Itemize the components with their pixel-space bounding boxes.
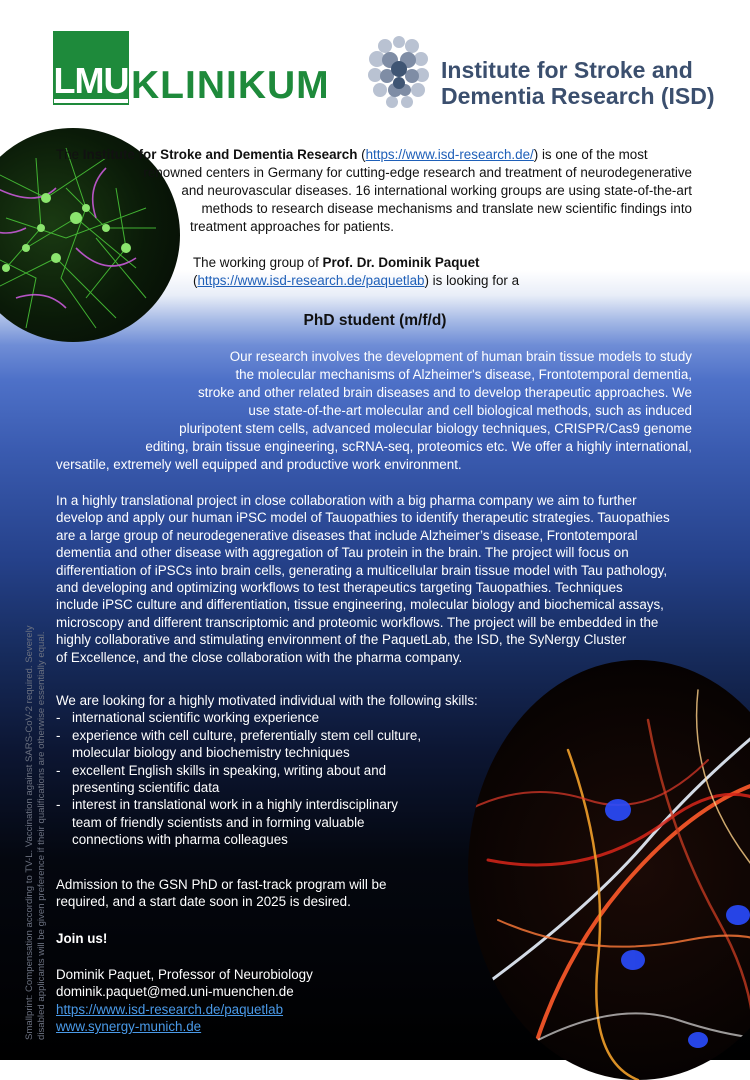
institute-name: Institute for Stroke and Dementia Research [82,147,358,162]
contact-name: Dominik Paquet, Professor of Neurobiology [56,967,313,982]
small-print-line1: Smallprint: Compensation according to TV-L. Vaccination against SARS-CoV-2 required. Severely [24,625,35,1040]
admission-line2: required, and a start date soon in 2025 is desired. [56,894,351,910]
isd-title-line2: Dementia Research (ISD) [441,83,715,109]
admission-line1: Admission to the GSN PhD or fast-track program will be [56,877,387,892]
project-line: of Excellence, and the close collaboration with the pharma company. [56,649,463,665]
intro-line1 [56,146,692,163]
project-line: dementia and other disease with aggregation of Tau protein in the brain. The project will focus on [56,545,629,561]
skill-item: - international scientific working experience [56,709,516,726]
project-line: and developing and optimizing workflows to test therapeutics targeting Tauopathies. Techniques [56,580,623,596]
klinikum-logo-text: KLINIKUM [131,64,330,107]
contact-block [56,966,313,1036]
position-title: PhD student (m/f/d) [303,312,447,329]
group-open-paren: ( [193,273,198,288]
small-print-line2: disabled applicants will be given preference if their qualifications are otherwise essentially equal. [35,631,47,1040]
research-line5: pluripotent stem cells, advanced molecular biology techniques, CRISPR/Cas9 genome [179,421,692,436]
group-prefix: The working group of [193,255,323,270]
paquetlab-link[interactable]: https://www.isd-research.de/paquetlab [197,273,425,288]
project-line: include iPSC culture and differentiation, tissue engineering, molecular biology and biochemical assays, [56,597,664,613]
skill-item: - excellent English skills in speaking, writing about and presenting scientific data [56,762,516,797]
group-suffix: ) is looking for a [424,273,520,288]
isd-logo-title [441,57,715,109]
isd-title-line1: Institute for Stroke and [441,57,693,83]
research-line4: use state-of-the-art molecular and cell biological methods, such as induced [248,403,692,418]
research-line7: versatile, extremely well equipped and productive work environment. [56,457,462,472]
skill-item: - interest in translational work in a highly interdisciplinary team of friendly scientists and in forming valuable connections with pharma colleagues [56,796,516,848]
paquetlab-footer-link[interactable]: https://www.isd-research.de/paquetlab [56,1001,284,1017]
intro-line3: and neurovascular diseases. 16 international working groups are using state-of-the-art [181,183,692,198]
research-line2: the molecular mechanisms of Alzheimer's disease, Frontotemporal dementia, [235,367,692,382]
project-line: highly collaborative and stimulating environment of the PaquetLab, the ISD, the SyNergy Cluster [56,632,627,648]
contact-email[interactable]: dominik.paquet@med.uni-muenchen.de [56,984,294,1000]
research-line3: stroke and other related brain diseases and to develop therapeutic approaches. We [197,385,692,400]
research-line6: editing, brain tissue engineering, scRNA-seq, proteomics etc. We offer a highly international, [145,439,692,454]
intro-line5: treatment approaches for patients. [190,219,394,234]
skill-item: - experience with cell culture, preferentially stem cell culture, molecular biology and biochemistry techniques [56,727,516,762]
intro-line4: methods to research disease mechanisms and translate new scientific findings into [201,201,692,216]
small-print [24,620,47,1040]
project-line: microscopy and different transcriptomic and proteomic workflows. The project will be embedded in the [56,614,659,630]
admission-text [56,876,386,911]
project-line: are a large group of neurodegenerative diseases that include Alzheimer’s disease, Frontotemporal [56,527,638,543]
lmu-logo [53,31,129,105]
isd-brain-logo-icon [368,36,430,110]
intro-the: The [56,147,83,162]
intro-rest-line1: ) is one of the most [533,147,648,162]
prof-name: Prof. Dr. Dominik Paquet [322,255,480,270]
group-line2 [193,272,519,289]
isd-website-link[interactable]: https://www.isd-research.de/ [365,147,534,162]
join-us-heading: Join us! [56,931,108,946]
group-line1 [193,254,480,271]
project-paragraph [56,492,696,666]
project-line: differentiation of iPSCs into brain cells, generating a multicellular brain tissue model with Tau pathology, [56,562,668,578]
project-line: develop and apply our human iPSC model of Tauopathies to identify therapeutic strategies. Tauopathies [56,510,670,526]
intro-open-paren: ( [357,147,366,162]
research-line1: Our research involves the development of human brain tissue models to study [229,349,692,364]
lmu-logo-text: LMU [53,60,129,101]
synergy-link[interactable]: www.synergy-munich.de [56,1019,202,1035]
intro-line2: renowned centers in Germany for cutting-edge research and treatment of neurodegenerative [143,165,692,180]
skills-intro: We are looking for a highly motivated individual with the following skills: [56,693,478,708]
skills-list [56,709,516,848]
project-line: In a highly translational project in close collaboration with a big pharma company we aim to further [56,493,637,508]
skills-section [56,692,516,849]
